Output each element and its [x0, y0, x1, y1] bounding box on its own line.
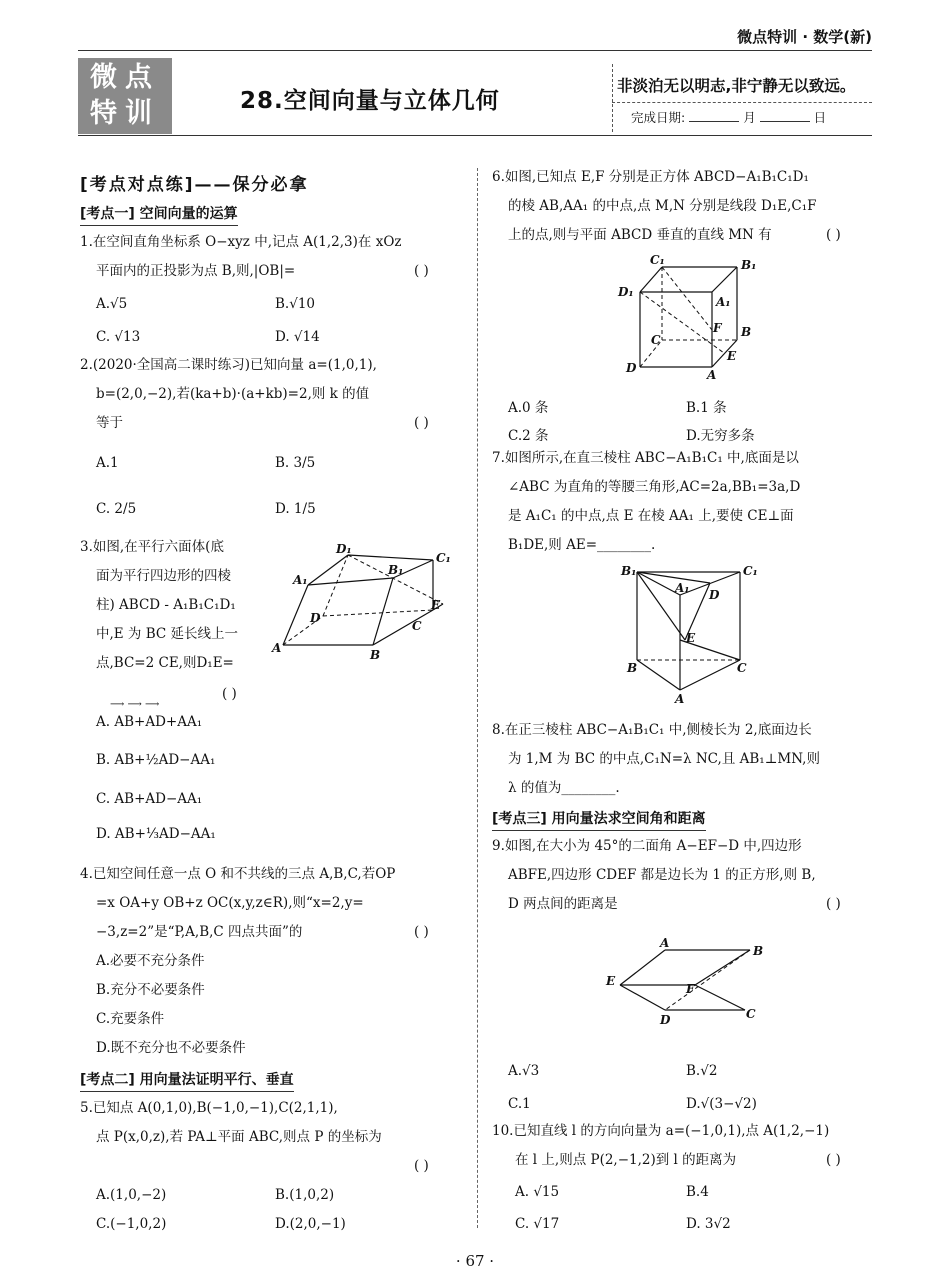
fig6-label-d: D [626, 361, 637, 375]
q9-line2: ABFE,四边形 CDEF 都是边长为 1 的正方形,则 B, [508, 867, 816, 883]
q3-option-d: D. AB+⅓AD−AA₁ [96, 826, 216, 842]
q2-option-b: B. 3/5 [275, 455, 316, 471]
q4-line2: =x OA+y OB+z OC(x,y,z∈R),则“x=2,y= [96, 895, 364, 911]
q4-line1: 4.已知空间任意一点 O 和不共线的三点 A,B,C,若OP [80, 866, 396, 882]
fig6-label-a1: A₁ [716, 295, 731, 309]
fig3-label-d1: D₁ [336, 542, 352, 556]
q2-line1: 2.(2020·全国高二课时练习)已知向量 a=(1,0,1), [80, 357, 377, 373]
fig9-label-d: D [660, 1013, 671, 1027]
q1-line2: 平面内的正投影为点 B,则,|OB|= [96, 263, 296, 279]
topic3-heading: [考点三] 用向量法求空间角和距离 [492, 808, 706, 831]
q6-option-d: D.无穷多条 [686, 428, 755, 444]
fig7-label-e: E [686, 631, 696, 645]
q1-line1: 1.在空间直角坐标系 O−xyz 中,记点 A(1,2,3)在 xOz [80, 234, 402, 250]
q8-line3: λ 的值为________. [508, 780, 620, 796]
q4-option-d: D.既不充分也不必要条件 [96, 1040, 246, 1056]
q2-option-a: A.1 [96, 455, 119, 471]
q9-option-c: C.1 [508, 1096, 531, 1112]
fig3-label-d: D [310, 611, 321, 625]
q3-line1: 3.如图,在平行六面体(底 [80, 539, 224, 555]
fig3-label-a: A [272, 641, 282, 655]
q2-option-d: D. 1/5 [275, 501, 316, 517]
q1-paren: ( ) [414, 263, 429, 279]
fig6-label-b: B [741, 325, 752, 339]
header-rule-top [78, 50, 872, 51]
fig6-label-b1: B₁ [741, 258, 757, 272]
fig7-label-c1: C₁ [743, 564, 758, 578]
fig7-label-c: C [737, 661, 747, 675]
date-month-blank [689, 109, 739, 122]
q3-line2: 面为平行四边形的四棱 [96, 568, 231, 584]
q10-line1: 10.已知直线 l 的方向向量为 a=(−1,0,1),点 A(1,2,−1) [492, 1123, 830, 1139]
q2-line2: b=(2,0,−2),若(ka+b)·(a+kb)=2,则 k 的值 [96, 386, 370, 402]
q3-line5: 点,BC=2 CE,则D₁E= [96, 655, 234, 671]
q1-option-d: D. √14 [275, 329, 320, 345]
fig9-label-a: A [660, 936, 670, 950]
fig3-label-c1: C₁ [436, 551, 451, 565]
fig9-label-e: E [606, 974, 616, 988]
q2-option-c: C. 2/5 [96, 501, 137, 517]
column-divider [477, 168, 478, 1228]
q7-prism-figure [615, 560, 765, 705]
fig6-label-f: F [713, 321, 722, 335]
page-number: · 67 · [455, 1252, 495, 1270]
q7-line3: 是 A₁C₁ 的中点,点 E 在棱 AA₁ 上,要使 CE⊥面 [508, 508, 794, 524]
fig3-label-e: E [431, 598, 441, 612]
q3-option-b: B. AB+½AD−AA₁ [96, 752, 216, 768]
topic2-heading: [考点二] 用向量法证明平行、垂直 [80, 1069, 294, 1092]
completion-date [631, 108, 826, 126]
q10-line2: 在 l 上,则点 P(2,−1,2)到 l 的距离为 [515, 1152, 737, 1168]
q1-option-a: A.√5 [96, 296, 128, 312]
q10-option-a: A. √15 [515, 1184, 560, 1200]
q6-option-a: A.0 条 [508, 400, 549, 416]
q2-paren: ( ) [414, 415, 429, 431]
fig7-label-d: D [709, 588, 720, 602]
badge-line1: 微点 [90, 62, 160, 93]
q3-option-c: C. AB+AD−AA₁ [96, 791, 203, 807]
q9-line3: D 两点间的距离是 [508, 896, 618, 912]
series-title: 微点特训 · 数学(新) [737, 28, 872, 46]
q7-line2: ∠ABC 为直角的等腰三角形,AC=2a,BB₁=3a,D [508, 479, 801, 495]
q10-paren: ( ) [826, 1152, 841, 1168]
q5-paren: ( ) [414, 1158, 429, 1174]
fig6-label-c1: C₁ [650, 253, 665, 267]
q1-option-b: B.√10 [275, 296, 315, 312]
date-prefix: 完成日期: [631, 110, 686, 125]
q9-line1: 9.如图,在大小为 45°的二面角 A−EF−D 中,四边形 [492, 838, 802, 854]
q4-option-b: B.充分不必要条件 [96, 982, 205, 998]
section-title: [考点对点练]——保分必拿 [80, 175, 309, 195]
date-day-label: 日 [813, 110, 827, 125]
fig7-label-a1: A₁ [675, 581, 690, 595]
fig9-label-c: C [746, 1007, 756, 1021]
q9-option-b: B.√2 [686, 1063, 718, 1079]
q3-line3: 柱) ABCD - A₁B₁C₁D₁ [96, 597, 236, 613]
fig7-label-b1: B₁ [621, 564, 637, 578]
q5-option-a: A.(1,0,−2) [96, 1187, 167, 1203]
q10-option-b: B.4 [686, 1184, 709, 1200]
fig3-label-a1: A₁ [293, 573, 308, 587]
q6-line1: 6.如图,已知点 E,F 分别是正方体 ABCD−A₁B₁C₁D₁ [492, 169, 809, 185]
fig6-label-c: C [651, 333, 661, 347]
q5-option-d: D.(2,0,−1) [275, 1216, 346, 1232]
q4-option-c: C.充要条件 [96, 1011, 165, 1027]
fig7-label-a: A [675, 692, 685, 705]
q5-line1: 5.已知点 A(0,1,0),B(−1,0,−1),C(2,1,1), [80, 1100, 338, 1116]
motto-divider [612, 102, 872, 103]
q1-option-c: C. √13 [96, 329, 141, 345]
page-title: 28.空间向量与立体几何 [240, 88, 500, 114]
q9-paren: ( ) [826, 896, 841, 912]
q3-paren: ( ) [222, 686, 237, 702]
date-day-blank [760, 109, 810, 122]
section-badge [78, 58, 172, 134]
fig7-label-b: B [627, 661, 638, 675]
badge-line2: 特训 [90, 98, 160, 129]
q3-option-a: ⟶ ⟶ ⟶ A. AB+AD+AA₁ [96, 699, 203, 730]
q10-option-c: C. √17 [515, 1216, 560, 1232]
q6-line3: 上的点,则与平面 ABCD 垂直的直线 MN 有 [508, 227, 772, 243]
q9-option-a: A.√3 [508, 1063, 540, 1079]
fig3-label-c: C [412, 619, 422, 633]
q4-option-a: A.必要不充分条件 [96, 953, 205, 969]
q5-option-c: C.(−1,0,2) [96, 1216, 167, 1232]
q5-line2: 点 P(x,0,z),若 PA⊥平面 ABC,则点 P 的坐标为 [96, 1129, 382, 1145]
q9-option-d: D.√(3−√2) [686, 1096, 757, 1112]
q7-line4: B₁DE,则 AE=________. [508, 537, 656, 553]
q2-line3: 等于 [96, 415, 123, 431]
q8-line2: 为 1,M 为 BC 的中点,C₁N=λ NC,且 AB₁⊥MN,则 [508, 751, 820, 767]
topic1-heading: [考点一] 空间向量的运算 [80, 203, 238, 226]
date-month-label: 月 [743, 110, 756, 125]
q4-line3: −3,z=2”是“P,A,B,C 四点共面”的 [96, 924, 303, 940]
fig3-label-b1: B₁ [388, 563, 404, 577]
fig6-label-a: A [707, 368, 717, 382]
motto: 非淡泊无以明志,非宁静无以致远。 [617, 77, 856, 95]
fig9-label-f: F [686, 982, 695, 996]
q10-option-d: D. 3√2 [686, 1216, 731, 1232]
q6-paren: ( ) [826, 227, 841, 243]
fig9-label-b: B [753, 944, 764, 958]
q5-option-b: B.(1,0,2) [275, 1187, 335, 1203]
fig3-label-b: B [370, 648, 381, 662]
q6-cube-figure [612, 252, 772, 382]
header-rule-bottom [78, 135, 872, 136]
q3-line4: 中,E 为 BC 延长线上一 [96, 626, 239, 642]
q7-line1: 7.如图所示,在直三棱柱 ABC−A₁B₁C₁ 中,底面是以 [492, 450, 799, 466]
fig6-label-d1: D₁ [618, 285, 634, 299]
q3-parallelepiped-figure [268, 538, 468, 668]
q6-option-c: C.2 条 [508, 428, 549, 444]
q9-dihedral-figure [600, 935, 780, 1030]
q6-line2: 的棱 AB,AA₁ 的中点,点 M,N 分别是线段 D₁E,C₁F [508, 198, 817, 214]
q4-paren: ( ) [414, 924, 429, 940]
q6-option-b: B.1 条 [686, 400, 727, 416]
fig6-label-e: E [727, 349, 737, 363]
q8-line1: 8.在正三棱柱 ABC−A₁B₁C₁ 中,侧棱长为 2,底面边长 [492, 722, 812, 738]
